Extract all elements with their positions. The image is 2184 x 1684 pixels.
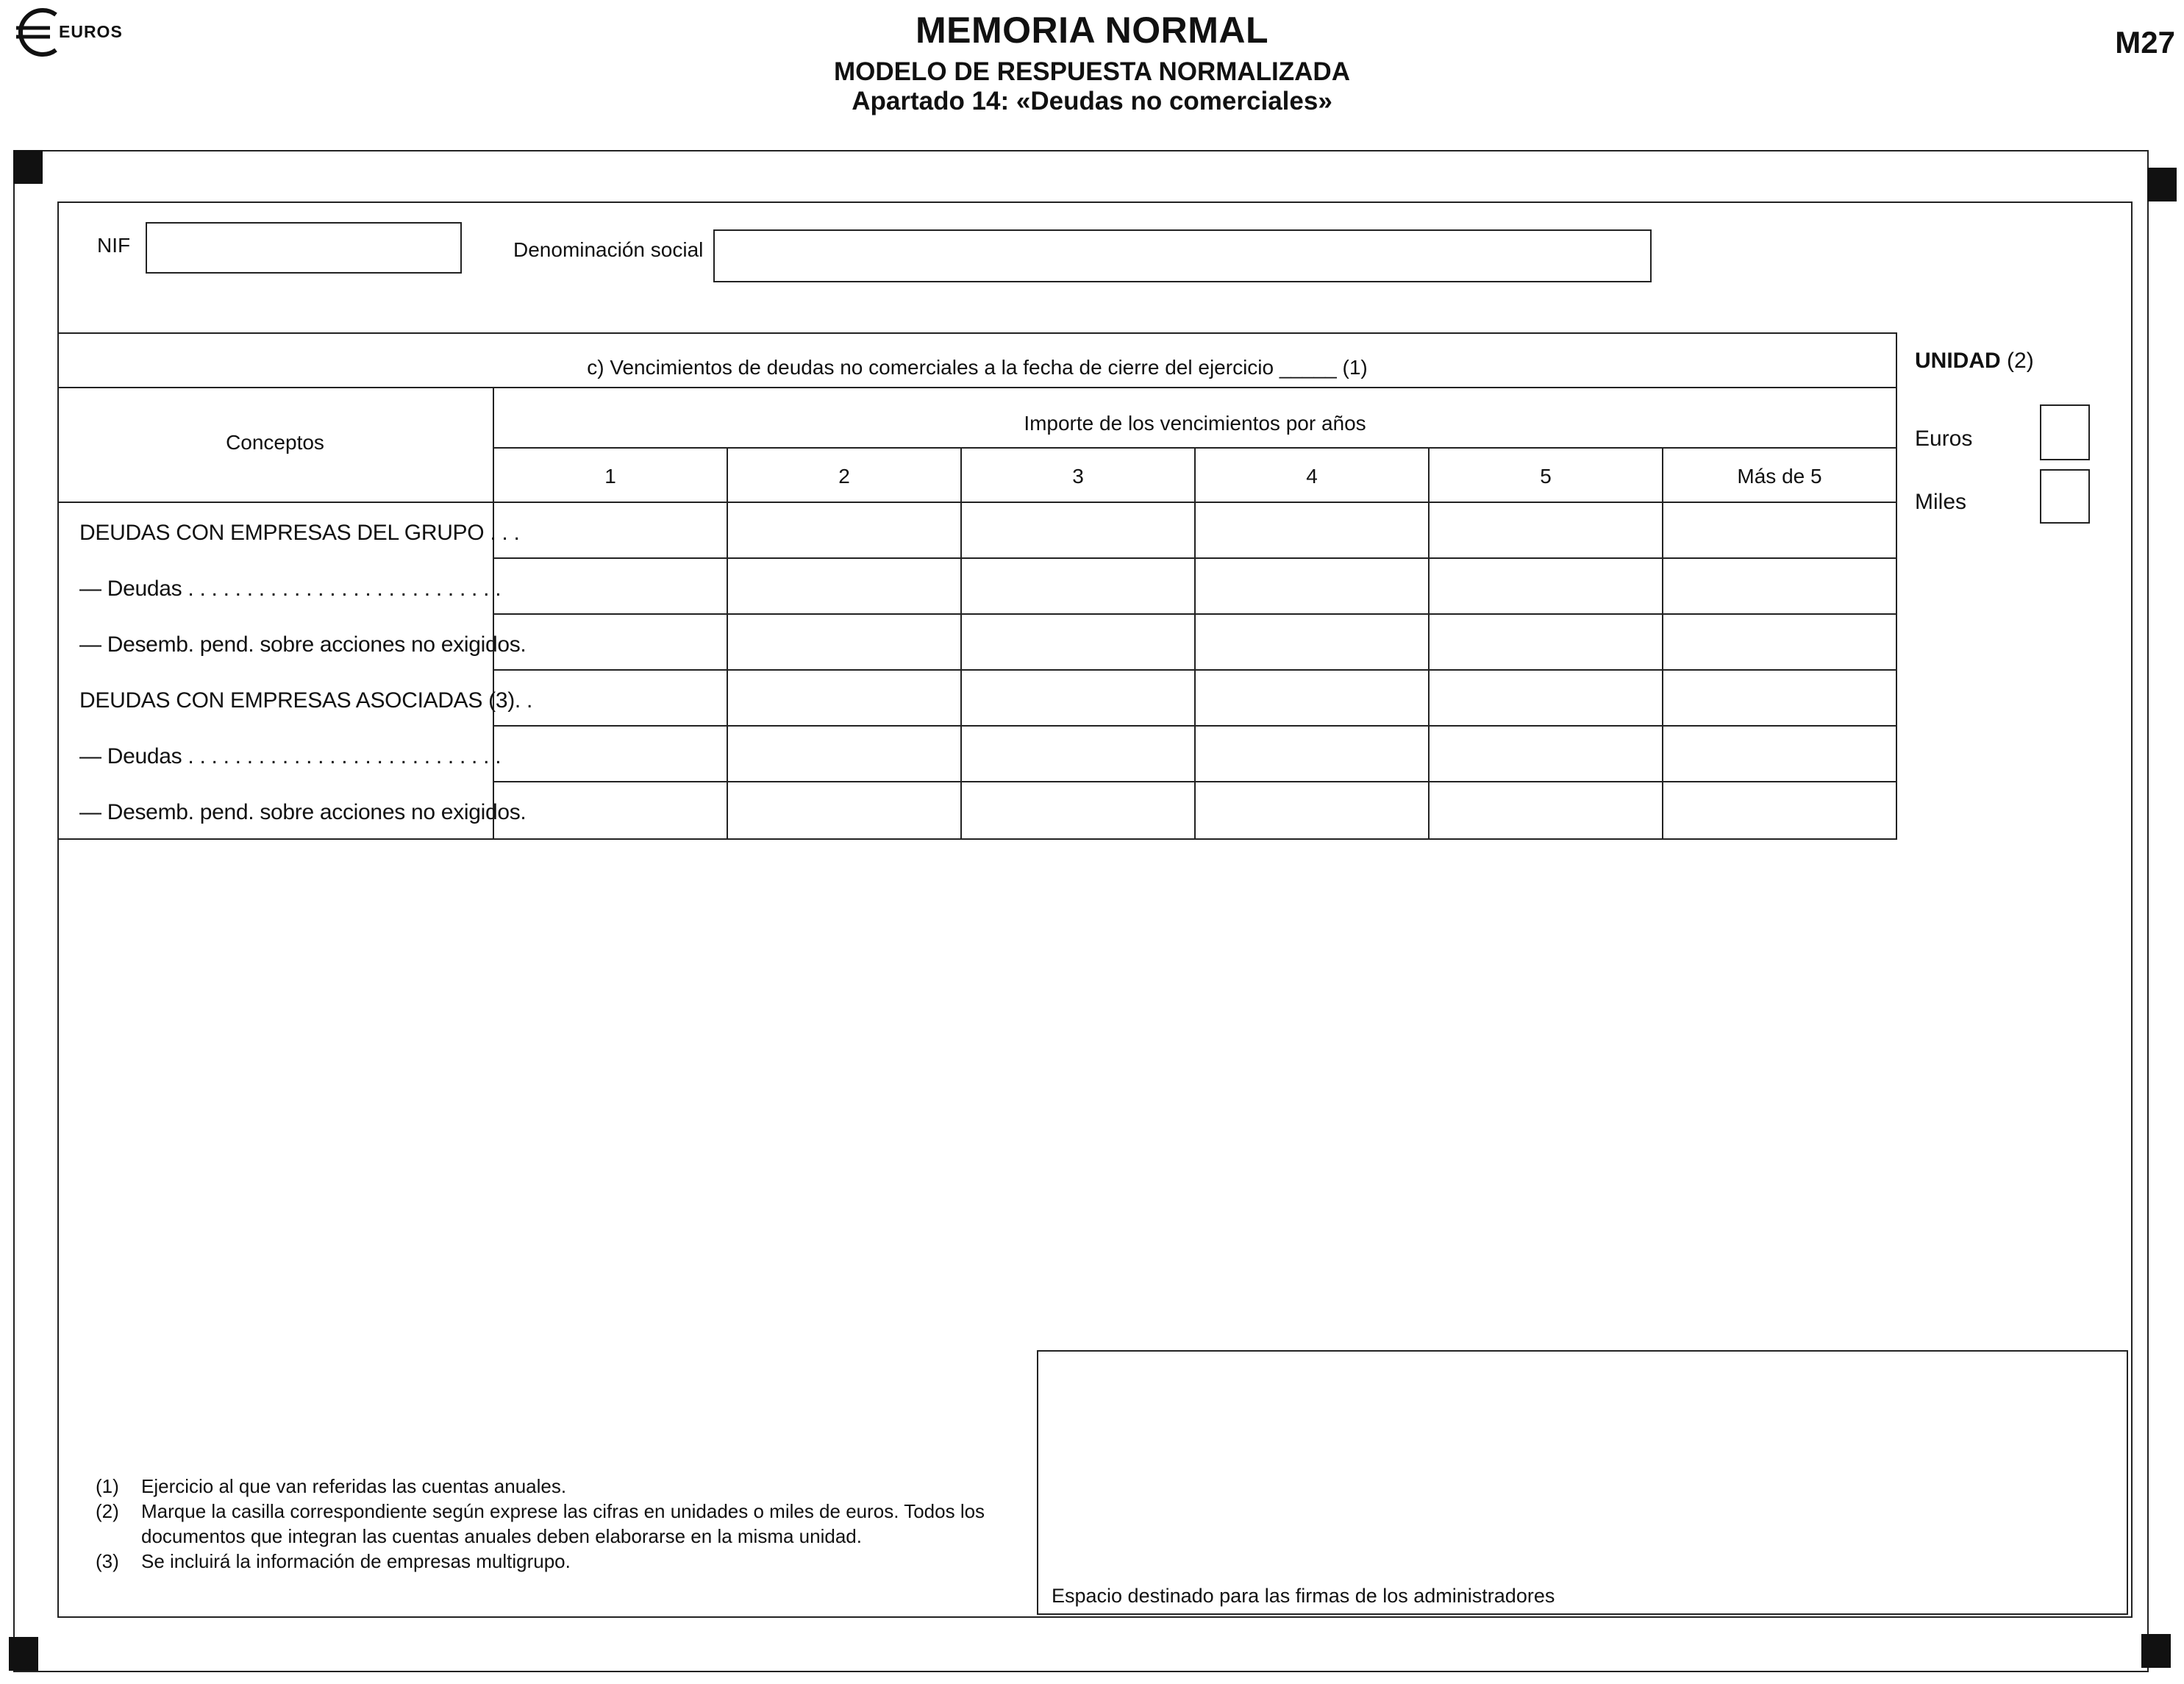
page-title: MEMORIA NORMAL <box>915 10 1269 51</box>
footnote-text: Marque la casilla correspondiente según exprese las cifras en unidades o miles de euros. Todos los documentos que integran las cuentas anuales deben elaborarse en la misma unidad. <box>141 1500 985 1547</box>
unit-option-euros-label: Euros <box>1915 427 1973 451</box>
footnote-text: Ejercicio al que van referidas las cuentas anuales. <box>141 1475 567 1497</box>
year-column-header: 4 <box>1306 465 1318 488</box>
table-row: DEUDAS CON EMPRESAS DEL GRUPO . . . <box>79 521 520 545</box>
unit-note-ref: (2) <box>2007 349 2034 373</box>
company-name-label: Denominación social <box>513 238 704 261</box>
unit-title-text: UNIDAD <box>1915 349 2001 373</box>
unit-option-miles-label: Miles <box>1915 490 1967 514</box>
signature-area[interactable] <box>1037 1350 2128 1615</box>
year-column-header: 3 <box>1072 465 1084 488</box>
registration-mark-bottom-left <box>9 1637 38 1671</box>
page-subtitle: MODELO DE RESPUESTA NORMALIZADA <box>834 57 1350 86</box>
signature-label: Espacio destinado para las firmas de los administradores <box>1052 1585 1555 1607</box>
footnote <box>96 1499 1007 1549</box>
table-caption: c) Vencimientos de deudas no comerciales a la fecha de cierre del ejercicio _____ (1) <box>587 356 1368 379</box>
model-code: M27 <box>2115 25 2175 60</box>
footnote <box>96 1549 1007 1574</box>
frame-top-line <box>13 150 2149 151</box>
frame-right-line <box>2147 150 2149 1672</box>
table-row: — Desemb. pend. sobre acciones no exigidos. <box>79 632 527 657</box>
frame-bottom-line <box>13 1671 2149 1672</box>
nif-field[interactable] <box>146 222 462 274</box>
footnote-ref: (1) <box>96 1475 119 1497</box>
footnote-ref: (3) <box>96 1550 119 1572</box>
table-row: DEUDAS CON EMPRESAS ASOCIADAS (3). . <box>79 688 533 713</box>
registration-mark-bottom-right <box>2141 1634 2171 1668</box>
amounts-header: Importe de los vencimientos por años <box>1024 412 1366 435</box>
company-name-field[interactable] <box>713 229 1652 282</box>
year-column-header: Más de 5 <box>1737 465 1822 488</box>
year-column-header: 1 <box>604 465 616 488</box>
footnote <box>96 1474 1007 1499</box>
frame-left-line <box>13 150 15 1672</box>
registration-mark-top-left <box>13 150 43 184</box>
footnote-text: Se incluirá la información de empresas multigrupo. <box>141 1550 571 1572</box>
maturities-table <box>57 332 1897 840</box>
table-row: — Deudas . . . . . . . . . . . . . . . . . . . . . . . . . . . <box>79 577 502 601</box>
table-row: — Deudas . . . . . . . . . . . . . . . . . . . . . . . . . . . <box>79 744 502 768</box>
currency-logo-label: EUROS <box>59 22 123 41</box>
footnotes <box>96 1474 1007 1574</box>
nif-label: NIF <box>97 234 131 257</box>
year-column-header: 5 <box>1540 465 1552 488</box>
section-title: Apartado 14: «Deudas no comerciales» <box>852 87 1332 115</box>
unit-euros-checkbox[interactable] <box>2040 404 2090 460</box>
unit-miles-checkbox[interactable] <box>2040 469 2090 524</box>
year-column-header: 2 <box>838 465 850 488</box>
footnote-ref: (2) <box>96 1500 119 1522</box>
table-row: — Desemb. pend. sobre acciones no exigidos. <box>79 800 527 824</box>
concepts-header: Conceptos <box>226 431 324 454</box>
unit-title <box>1915 349 2034 374</box>
registration-mark-top-right <box>2147 168 2177 201</box>
